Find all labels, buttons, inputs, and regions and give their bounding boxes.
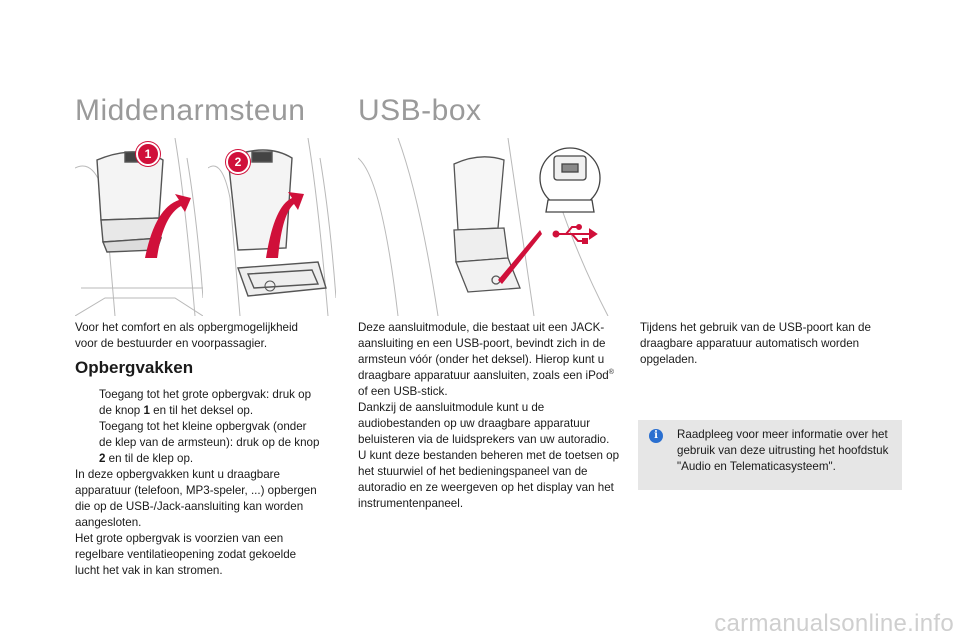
info-text: Raadpleeg voor meer informatie over het gebruik van deze uitrusting het hoofdstuk "Audio en Telematicasysteem". [677,428,889,473]
callout-badge-2: 2 [226,150,250,174]
usb-control-paragraph: U kunt deze bestanden beheren met de toetsen op het stuurwiel of het bedieningspaneel van de autoradio en ze weergeven op het display van het instrumentenpaneel. [358,449,620,510]
section-heading-opbergvakken: Opbergvakken [75,358,194,377]
left-column-body [75,387,320,579]
bullet-2-text: Toegang tot het kleine opbergvak (onder de klep van de armsteun): druk op de knop [99,420,320,449]
intro-paragraph [75,320,320,352]
bullet-1-text: Toegang tot het grote opbergvak: druk op de knop [99,388,312,417]
storage-paragraph: In deze opbergvakken kunt u draagbare apparatuur (telefoon, MP3-speler, ...) opbergen die op de USB-/Jack-aansluiting kan worden aangesloten. [75,468,317,529]
bullet-2-text-end: en til de klep op. [105,452,194,465]
usb-box-illustration [358,138,620,316]
page-title-usb-box: USB-box [358,94,482,127]
callout-badge-1: 1 [136,142,160,166]
usb-audio-paragraph: Dankzij de aansluitmodule kunt u de audiobestanden op uw draagbare apparatuur beluisteren via de luidsprekers van uw autoradio. [358,401,610,446]
intro-text: Voor het comfort en als opbergmogelijkheid voor de bestuurder en voorpassagier. [75,321,298,350]
bullet-2-button-ref: 2 [99,452,106,465]
usb-intro-text: Deze aansluitmodule, die bestaat uit een JACK-aansluiting en een USB-poort, bevindt zich in de armsteun vóór (onder het deksel). Hierop kunt u draagbare apparatuur aansluiten, zoals een iPod [358,321,609,382]
bullet-1-button-ref: 1 [143,404,150,417]
middle-column-body [358,320,623,512]
usb-icon [554,225,597,243]
armrest-illustration-1 [75,138,203,316]
page-title-middenarmsteun: Middenarmsteun [75,94,306,127]
bullet-item-2 [75,419,320,467]
usb-intro-text-end: of een USB-stick. [358,385,448,398]
info-box [638,420,902,490]
right-column-body [640,320,902,368]
watermark: carmanualsonline.info [714,610,954,637]
usb-intro-paragraph [358,320,623,400]
charging-paragraph: Tijdens het gebruik van de USB-poort kan de draagbare apparatuur automatisch worden opgeladen. [640,321,871,366]
ventilation-paragraph: Het grote opbergvak is voorzien van een regelbare ventilatieopening zodat gekoelde lucht het vak in kan stromen. [75,532,297,577]
bullet-item-1 [75,387,320,419]
bullet-1-text-end: en til het deksel op. [149,404,254,417]
info-icon: i [649,429,663,443]
registered-mark: ® [608,369,614,377]
